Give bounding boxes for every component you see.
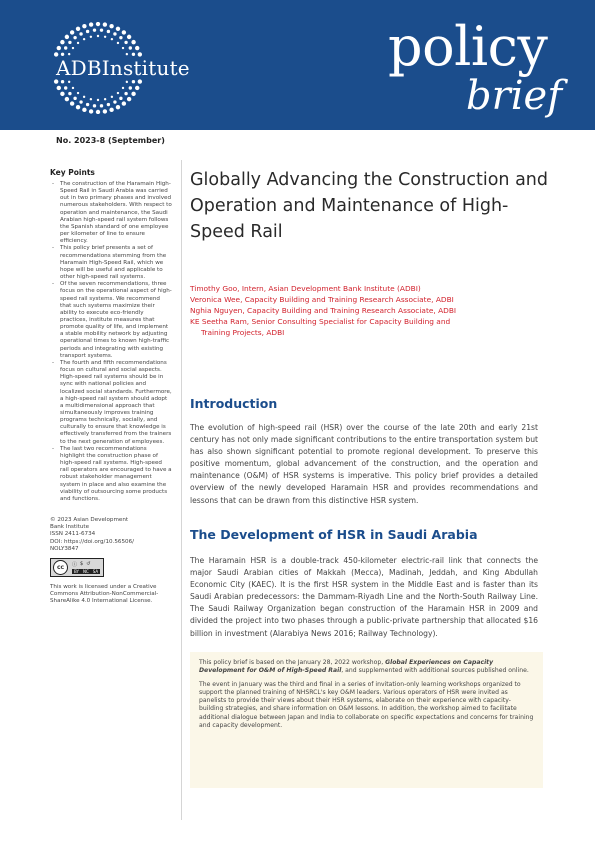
logo-dot bbox=[72, 47, 74, 49]
key-points-list bbox=[50, 181, 172, 503]
cc-label-row bbox=[72, 569, 100, 574]
cc-sa-icon: ↺ bbox=[86, 561, 91, 568]
logo-dot bbox=[122, 47, 124, 49]
logo-dot bbox=[131, 40, 135, 44]
logo-dot bbox=[132, 80, 135, 83]
author-line: Veronica Wee, Capacity Building and Training Research Associate, ADBI bbox=[190, 295, 454, 304]
logo-dot bbox=[65, 35, 69, 39]
logo-dot bbox=[61, 80, 64, 83]
section-heading-development: The Development of HSR in Saudi Arabia bbox=[190, 527, 478, 542]
logo-dot bbox=[76, 27, 80, 31]
logo-dot bbox=[82, 108, 86, 112]
logo-dot bbox=[111, 96, 113, 98]
logo-dot bbox=[119, 36, 122, 39]
logo-dot bbox=[124, 92, 127, 95]
development-paragraph: The Haramain HSR is a double-track 450-kilometer electric-rail link that connects the major Saudi Arabian cities of Makkah (Mecca), Madinah, Jeddah, and King Abdullah Economic City (KAEC). It is the first HSR system in the Middle East and is faster than its Saudi Arabian predecessors: the Dammam-Riyadh Line and the North-South Railway Line. The Saudi Railway Organization began construction of the Haramain HSR in 2009 and divided the project into two phases through a public-private partnership that allocated $16 billion in investment (Alarabiya News 2016; Railway Technology). bbox=[190, 556, 538, 638]
logo-dot bbox=[54, 79, 58, 83]
doi-link[interactable]: NOLY3847 bbox=[50, 545, 79, 552]
logo-dot bbox=[122, 101, 126, 105]
logo-dot bbox=[113, 100, 116, 103]
key-point-item: - The fourth and fifth recommendations focus on cultural and social aspects. High-speed rail systems should be in sync with national policies and localized social standards. Furthermore, a high-speed rail system should adopt a multidimensional approach that simultaneously improves training programs technically, socially, and culturally to ensure that knowledge is effectively transferred from the trainers to the next generation of employees. bbox=[50, 360, 172, 446]
logo-dot bbox=[72, 87, 74, 89]
header-band bbox=[0, 0, 595, 130]
doi-link[interactable]: DOI: https://doi.org/10.56506/ bbox=[50, 538, 135, 545]
cc-label: NC bbox=[82, 569, 89, 575]
logo-dot bbox=[103, 109, 107, 113]
license-text: This work is licensed under a Creative Commons Attribution-NonCommercial-ShareAlike 4.0 International License. bbox=[50, 584, 159, 605]
logo-dot bbox=[129, 46, 132, 49]
cc-circle-icon: cc bbox=[53, 560, 68, 575]
logo-dot bbox=[68, 81, 70, 83]
logo-dot bbox=[65, 97, 69, 101]
workshop-title: Global Experiences on Capacity Development for O&M of High-Speed Rail bbox=[199, 659, 494, 675]
logo-dot bbox=[83, 96, 85, 98]
logo-dot bbox=[93, 28, 96, 31]
logo-dot bbox=[89, 109, 93, 113]
issue-number: No. 2023-8 (September) bbox=[56, 136, 165, 145]
logo-dot bbox=[97, 35, 99, 37]
logo-dot bbox=[73, 97, 76, 100]
logo-dot bbox=[122, 30, 126, 34]
page-title: Globally Advancing the Construction and Operation and Maintenance of High-Speed Rail bbox=[190, 170, 548, 242]
logo-dot bbox=[64, 86, 67, 89]
logo-dot bbox=[90, 36, 92, 38]
key-points-title: Key Points bbox=[50, 168, 95, 177]
logo-dot bbox=[131, 92, 135, 96]
logo-dot bbox=[79, 32, 82, 35]
logo-dot bbox=[117, 92, 119, 94]
brief-wordmark: brief bbox=[466, 73, 562, 119]
logo-dot bbox=[135, 46, 139, 50]
publication-info bbox=[50, 517, 172, 553]
author-line: Training Projects, ADBI bbox=[201, 328, 285, 337]
cc-by-icon: ⓘ bbox=[72, 562, 78, 569]
logo-dot bbox=[89, 22, 93, 26]
key-point-item: - The last two recommendations highlight the construction phase of high-speed rail systems. High-speed rail operators are encouraged to have a robust stakeholder management system in place and also examine the viability of outsourcing some products and functions. bbox=[50, 446, 172, 503]
logo-dot bbox=[138, 79, 142, 83]
logo-dot bbox=[82, 24, 86, 28]
logo-dot bbox=[90, 98, 92, 100]
logo-dot bbox=[117, 42, 119, 44]
logo-dot bbox=[70, 30, 74, 34]
logo-dot bbox=[127, 35, 131, 39]
author-line: KE Seetha Ram, Senior Consulting Specialist for Capacity Building and bbox=[190, 317, 451, 326]
logo-dot bbox=[60, 92, 64, 96]
logo-dot bbox=[100, 104, 103, 107]
logo-dot bbox=[129, 86, 132, 89]
logo-dot bbox=[68, 41, 71, 44]
logo-dot bbox=[126, 53, 128, 55]
logo-dot bbox=[76, 105, 80, 109]
logo-dot bbox=[86, 30, 89, 33]
logo-dot bbox=[126, 81, 128, 83]
cc-label: SA bbox=[92, 569, 99, 575]
callout-paragraph: The event in January was the third and final in a series of invitation-only learning workshops organized to support the planned training of NHSRCL's key O&M leaders. Various operators of HSR were invited as panelists to provide their views about their HSR systems, elaborate on their experience with capacity-building strategies, and share information on O&M lessons. In addition, the workshop aimed to facilitate additional dialogue between Japan and India to collaborate on specific expectations and concerns for training and capacity development. bbox=[199, 681, 534, 729]
logo-dot bbox=[111, 38, 113, 40]
logo-text: ADBInstitute bbox=[56, 56, 190, 80]
logo-dot bbox=[60, 40, 64, 44]
logo-dot bbox=[103, 22, 107, 26]
logo-dot bbox=[93, 104, 96, 107]
logo-dot bbox=[107, 103, 110, 106]
author-list bbox=[190, 283, 550, 338]
logo-dot bbox=[77, 92, 79, 94]
key-point-item: - This policy brief presents a set of recommendations stemming from the Haramain High-Speed Rail, which we hope will be useful and applicable to other high-speed rail systems. bbox=[50, 245, 172, 281]
logo-dot bbox=[100, 28, 103, 31]
logo-dot bbox=[68, 53, 70, 55]
logo-dot bbox=[107, 30, 110, 33]
logo-dot bbox=[77, 42, 79, 44]
logo-dot bbox=[68, 92, 71, 95]
callout-text: , and supplemented with additional sources published online. bbox=[341, 667, 529, 675]
logo-dot bbox=[86, 103, 89, 106]
logo-dot bbox=[104, 98, 106, 100]
workshop-note-box bbox=[190, 652, 543, 788]
creative-commons-badge-icon[interactable] bbox=[50, 558, 104, 577]
key-point-item: - The construction of the Haramain High-Speed Rail in Saudi Arabia was carried out in two primary phases and involved numerous stakeholders. With respect to operation and maintenance, the Saudi Arabian high-speed rail system follows the Spanish standard of one employee per kilometer of line to ensure efficiency. bbox=[50, 181, 172, 245]
intro-paragraph: The evolution of high-speed rail (HSR) over the course of the late 20th and early 21st century has not only made significant contributions to the entire transportation system but has also shown significant potential to promote regional development. To preserve this positive momentum, global advancement of the construction, and the operation and maintenance (O&M) of HSR systems is imperative. This policy brief provides a detailed overview of the newly developed Haramain HSR and provides recommendations and lessons that can be drawn from this distinctive HSR system. bbox=[190, 423, 538, 505]
logo-dot bbox=[109, 108, 113, 112]
column-divider bbox=[181, 160, 182, 820]
logo-dot bbox=[83, 38, 85, 40]
section-heading-introduction: Introduction bbox=[190, 396, 278, 411]
key-point-item: - Of the seven recommendations, three focus on the operational aspect of high-speed rail systems. We recommend that such systems maximize their ability to execute eco-friendly practices, institute measures that promote quality of life, and implement a stable mobility network by adjusting operational times to known high-traffic periods and integrating with existing transport systems. bbox=[50, 281, 172, 360]
logo-dot bbox=[113, 32, 116, 35]
logo-dot bbox=[122, 87, 124, 89]
logo-dot bbox=[119, 97, 122, 100]
logo-dot bbox=[96, 110, 100, 114]
copyright-line: © 2023 Asian Development bbox=[50, 517, 129, 524]
callout-paragraph bbox=[199, 659, 534, 675]
logo-dot bbox=[104, 36, 106, 38]
logo-dot bbox=[79, 100, 82, 103]
cc-icon-row bbox=[72, 561, 100, 568]
logo-dot bbox=[64, 46, 67, 49]
cc-icon-group bbox=[72, 561, 100, 574]
copyright-line: Bank Institute bbox=[50, 524, 90, 531]
policy-wordmark: policy bbox=[388, 15, 548, 78]
cc-label: BY bbox=[74, 569, 79, 575]
logo-dot bbox=[127, 97, 131, 101]
logo-dot bbox=[124, 41, 127, 44]
issn-line: ISSN 2411-6734 bbox=[50, 531, 96, 538]
logo-dot bbox=[116, 105, 120, 109]
author-line: Timothy Goo, Intern, Asian Development Bank Institute (ADBI) bbox=[190, 284, 421, 293]
logo-dot bbox=[70, 101, 74, 105]
logo-dot bbox=[57, 46, 61, 50]
logo-dot bbox=[73, 36, 76, 39]
sidebar bbox=[50, 168, 172, 606]
logo-dot bbox=[97, 99, 99, 101]
logo-dot bbox=[96, 22, 100, 26]
logo-dot bbox=[135, 86, 139, 90]
author-line: Nghia Nguyen, Capacity Building and Training Research Associate, ADBI bbox=[190, 306, 457, 315]
cc-nc-icon: $ bbox=[80, 561, 84, 568]
logo-dot bbox=[116, 27, 120, 31]
callout-text: This policy brief is based on the January 28, 2022 workshop, bbox=[199, 659, 386, 666]
logo-dot bbox=[109, 24, 113, 28]
logo-dot bbox=[57, 86, 61, 90]
